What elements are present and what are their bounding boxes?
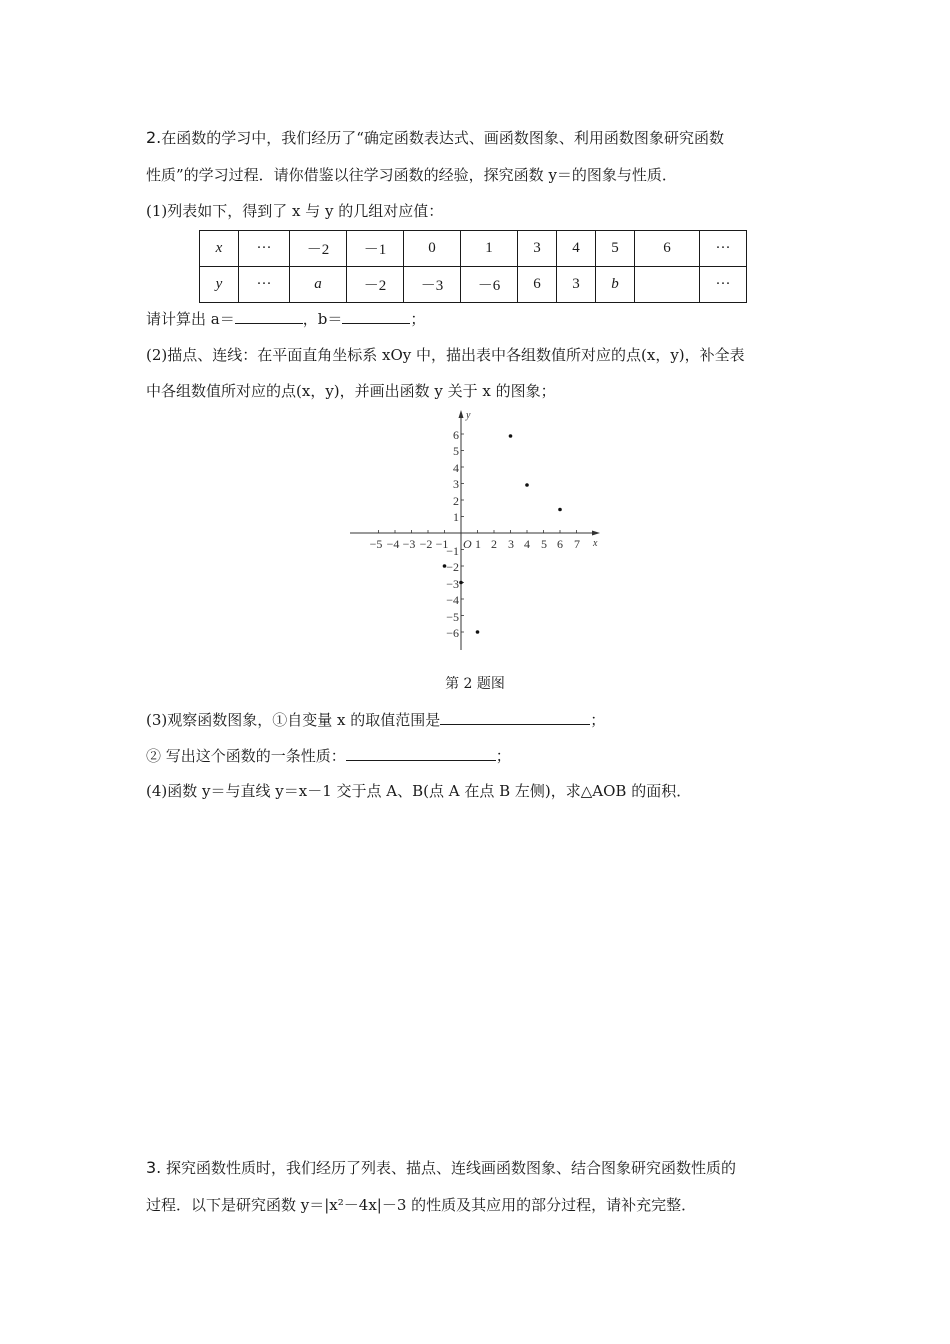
svg-text:−2: −2	[446, 560, 459, 574]
table-cell: 3	[518, 231, 557, 267]
svg-text:−1: −1	[446, 544, 459, 558]
figure-caption: 第 2 题图	[445, 676, 505, 692]
svg-text:−4: −4	[386, 537, 400, 551]
svg-text:−1: −1	[435, 537, 449, 551]
svg-text:3: 3	[508, 537, 514, 551]
part1-label: (1)列表如下，得到了 x 与 y 的几组对应值：	[146, 202, 444, 220]
part1-question: 请计算出 a＝ ，b＝ ；	[146, 310, 426, 328]
y-axis-label: y	[466, 410, 471, 421]
table-cell: －2	[347, 267, 404, 303]
table-cell: 4	[557, 231, 596, 267]
svg-text:−4: −4	[446, 593, 459, 607]
part3-line2: ② 写出这个函数的一条性质： ；	[146, 747, 511, 765]
svg-text:2: 2	[453, 494, 459, 508]
answer-blank-domain[interactable]	[440, 709, 590, 725]
origin-label: O	[463, 537, 472, 551]
table-cell: －1	[347, 231, 404, 267]
table-cell: 1	[461, 231, 518, 267]
svg-text:1: 1	[475, 537, 481, 551]
x-tick-labels	[370, 537, 580, 551]
svg-text:4: 4	[453, 461, 459, 475]
problem-number: 3.	[146, 1158, 162, 1177]
svg-text:−3: −3	[446, 577, 459, 591]
table-cell: b	[596, 267, 635, 303]
point	[476, 630, 480, 634]
table-cell: 6	[635, 231, 700, 267]
table-cell: 0	[404, 231, 461, 267]
svg-text:2: 2	[491, 537, 497, 551]
table-cell: －2	[290, 231, 347, 267]
table-cell: ···	[239, 267, 290, 303]
svg-text:−2: −2	[419, 537, 433, 551]
table-cell: －6	[461, 267, 518, 303]
svg-text:−5: −5	[369, 537, 383, 551]
value-table	[199, 230, 747, 303]
problem2-intro-line1: 2.在函数的学习中，我们经历了“确定函数表达式、画函数图象、利用函数图象研究函数	[146, 128, 724, 147]
table-header: y	[200, 267, 239, 303]
table-header: x	[200, 231, 239, 267]
table-cell: 3	[557, 267, 596, 303]
table-cell: ···	[700, 231, 747, 267]
point	[525, 483, 529, 487]
point	[443, 564, 447, 568]
table-cell: 5	[596, 231, 635, 267]
coordinate-graph	[340, 405, 610, 655]
problem3-line2: 过程．以下是研究函数 y＝|x²－4x|－3 的性质及其应用的部分过程，请补充完整．	[146, 1196, 697, 1214]
answer-blank-a[interactable]	[235, 308, 303, 324]
table-row-y	[200, 267, 747, 303]
problem3-line1: 3. 探究函数性质时，我们经历了列表、描点、连线画函数图象、结合图象研究函数性质的	[146, 1158, 737, 1177]
part3-line1: (3)观察函数图象，①自变量 x 的取值范围是 ；	[146, 711, 606, 729]
problem-number: 2.	[146, 128, 162, 147]
svg-text:7: 7	[574, 537, 580, 551]
y-axis-arrow-icon	[459, 410, 464, 418]
part2-line2: 中各组数值所对应的点(x，y)，并画出函数 y 关于 x 的图象；	[146, 382, 556, 400]
point	[509, 434, 513, 438]
part2-line1: (2)描点、连线：在平面直角坐标系 xOy 中，描出表中各组数值所对应的点(x，y)，补全表	[146, 346, 745, 364]
svg-text:1: 1	[453, 510, 459, 524]
x-axis-arrow-icon	[592, 531, 600, 536]
svg-text:5: 5	[453, 444, 459, 458]
problem2-intro-line2: 性质”的学习过程．请你借鉴以往学习函数的经验，探究函数 y＝的图象与性质．	[146, 166, 677, 184]
svg-text:−5: −5	[446, 610, 459, 624]
svg-text:6: 6	[453, 428, 459, 442]
table-cell: ···	[700, 267, 747, 303]
point	[459, 581, 463, 585]
table-cell: 6	[518, 267, 557, 303]
svg-text:−6: −6	[446, 626, 459, 640]
answer-blank-b[interactable]	[342, 308, 410, 324]
answer-blank-property[interactable]	[346, 745, 496, 761]
svg-text:6: 6	[557, 537, 563, 551]
table-cell: ···	[239, 231, 290, 267]
table-cell: －3	[404, 267, 461, 303]
table-cell	[635, 267, 700, 303]
point	[558, 508, 562, 512]
part4-text: (4)函数 y＝与直线 y＝x－1 交于点 A、B(点 A 在点 B 左侧)，求△AOB 的面积．	[146, 782, 692, 800]
svg-text:3: 3	[453, 477, 459, 491]
svg-text:−3: −3	[402, 537, 416, 551]
table-row-x	[200, 231, 747, 267]
table-cell: a	[290, 267, 347, 303]
x-axis-label: x	[593, 538, 598, 549]
svg-text:4: 4	[524, 537, 530, 551]
svg-text:5: 5	[541, 537, 547, 551]
y-tick-labels	[446, 428, 459, 640]
